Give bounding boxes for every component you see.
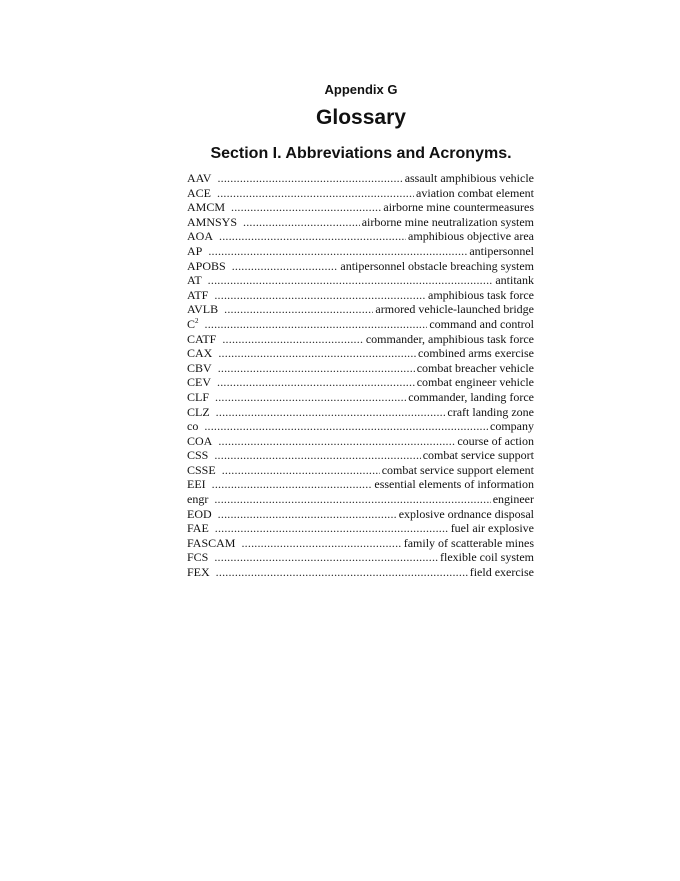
glossary-definition: explosive ordnance disposal xyxy=(398,506,534,521)
glossary-entry xyxy=(187,302,534,317)
glossary-term xyxy=(187,244,202,259)
glossary-entry xyxy=(187,215,534,230)
dot-leader xyxy=(215,390,406,405)
glossary-term xyxy=(187,229,213,244)
glossary-definition: commander, amphibious task force xyxy=(365,331,534,346)
glossary-term-text: CLF xyxy=(187,389,210,404)
glossary-list xyxy=(187,171,534,580)
glossary-term xyxy=(187,375,211,390)
glossary-term xyxy=(187,317,199,332)
glossary-term-text: ATF xyxy=(187,287,209,302)
dot-leader xyxy=(218,346,416,361)
dot-leader xyxy=(222,332,364,347)
glossary-term xyxy=(187,448,208,463)
dot-leader xyxy=(214,448,420,463)
dot-leader xyxy=(204,419,488,434)
glossary-term xyxy=(187,332,216,347)
glossary-definition: company xyxy=(490,419,534,434)
glossary-term xyxy=(187,507,212,522)
glossary-entry xyxy=(187,492,534,507)
glossary-term-text: FASCAM xyxy=(187,535,236,550)
glossary-term-text: CATF xyxy=(187,331,217,346)
glossary-definition: antitank xyxy=(495,273,534,288)
glossary-term-text: CLZ xyxy=(187,404,210,419)
glossary-entry xyxy=(187,273,534,288)
glossary-term-superscript: 2 xyxy=(195,316,199,325)
glossary-entry xyxy=(187,375,534,390)
glossary-entry xyxy=(187,171,534,186)
glossary-definition: antipersonnel obstacle breaching system xyxy=(340,258,534,273)
dot-leader xyxy=(218,361,415,376)
glossary-definition: family of scatterable mines xyxy=(403,535,534,550)
glossary-term-text: EOD xyxy=(187,506,212,521)
glossary-term xyxy=(187,536,235,551)
glossary-entry xyxy=(187,463,534,478)
appendix-label: Appendix G xyxy=(324,82,398,97)
dot-leader xyxy=(214,288,426,303)
glossary-entry xyxy=(187,361,534,376)
dot-leader xyxy=(217,186,414,201)
dot-leader xyxy=(222,463,380,478)
glossary-entry xyxy=(187,507,534,522)
glossary-term xyxy=(187,521,209,536)
glossary-definition: combat engineer vehicle xyxy=(416,375,534,390)
glossary-term xyxy=(187,492,208,507)
glossary-entry xyxy=(187,288,534,303)
dot-leader xyxy=(217,375,415,390)
glossary-definition: antipersonnel xyxy=(469,243,534,258)
glossary-definition: armored vehicle-launched bridge xyxy=(375,302,534,317)
glossary-entry xyxy=(187,448,534,463)
dot-leader xyxy=(216,405,446,420)
glossary-term-text: FEX xyxy=(187,565,210,580)
glossary-entry xyxy=(187,521,534,536)
dot-leader xyxy=(205,317,428,332)
glossary-entry xyxy=(187,229,534,244)
glossary-definition: essential elements of information xyxy=(374,477,534,492)
glossary-term xyxy=(187,302,218,317)
glossary-term xyxy=(187,405,210,420)
glossary-term-text: CEV xyxy=(187,375,211,390)
glossary-entry xyxy=(187,434,534,449)
glossary-entry xyxy=(187,346,534,361)
glossary-term xyxy=(187,419,198,434)
glossary-term xyxy=(187,288,208,303)
glossary-term-text: AAV xyxy=(187,171,212,185)
glossary-term xyxy=(187,565,210,580)
dot-leader xyxy=(232,259,339,274)
glossary-term-text: ACE xyxy=(187,185,211,200)
glossary-entry xyxy=(187,405,534,420)
section-heading: Section I. Abbreviations and Acronyms. xyxy=(210,145,512,162)
dot-leader xyxy=(215,521,449,536)
dot-leader xyxy=(217,171,402,186)
glossary-definition: fuel air explosive xyxy=(450,521,534,536)
glossary-entry xyxy=(187,536,534,551)
glossary-term xyxy=(187,171,211,186)
glossary-definition: amphibious objective area xyxy=(408,229,534,244)
glossary-entry xyxy=(187,332,534,347)
glossary-term xyxy=(187,186,211,201)
dot-leader xyxy=(212,477,373,492)
glossary-term-text: COA xyxy=(187,433,213,448)
glossary-definition: command and control xyxy=(429,316,534,331)
glossary-term xyxy=(187,361,212,376)
glossary-definition: engineer xyxy=(492,492,534,507)
glossary-definition: combat breacher vehicle xyxy=(416,360,534,375)
glossary-term-text: FAE xyxy=(187,521,209,536)
glossary-term xyxy=(187,273,202,288)
glossary-definition: combat service support xyxy=(422,448,534,463)
dot-leader xyxy=(218,507,397,522)
dot-leader xyxy=(243,215,360,230)
glossary-definition: airborne mine countermeasures xyxy=(383,200,534,215)
glossary-definition: course of action xyxy=(457,433,534,448)
glossary-term xyxy=(187,477,206,492)
glossary-entry xyxy=(187,565,534,580)
dot-leader xyxy=(214,492,490,507)
glossary-definition: combat service support element xyxy=(381,462,534,477)
glossary-term xyxy=(187,434,212,449)
glossary-term-text: AMCM xyxy=(187,200,226,215)
glossary-entry xyxy=(187,259,534,274)
glossary-entry xyxy=(187,419,534,434)
glossary-term xyxy=(187,463,216,478)
glossary-definition: field exercise xyxy=(469,565,534,580)
glossary-definition: commander, landing force xyxy=(408,389,534,404)
dot-leader xyxy=(218,434,455,449)
glossary-term-text: CSS xyxy=(187,448,209,463)
dot-leader xyxy=(219,229,406,244)
glossary-entry xyxy=(187,477,534,492)
dot-leader xyxy=(241,536,401,551)
glossary-definition: airborne mine neutralization system xyxy=(361,214,534,229)
glossary-entry xyxy=(187,317,534,332)
glossary-term-text: CSSE xyxy=(187,462,216,477)
glossary-term-text: AMNSYS xyxy=(187,214,238,229)
dot-leader xyxy=(216,565,468,580)
dot-leader xyxy=(231,200,381,215)
glossary-term-text: engr xyxy=(187,492,209,507)
glossary-definition: craft landing zone xyxy=(447,404,534,419)
glossary-term-text: EEI xyxy=(187,477,206,492)
dot-leader xyxy=(208,244,467,259)
glossary-term xyxy=(187,215,237,230)
glossary-definition: assault amphibious vehicle xyxy=(404,171,534,185)
glossary-entry xyxy=(187,550,534,565)
glossary-term xyxy=(187,200,225,215)
glossary-term-text: AVLB xyxy=(187,302,219,317)
glossary-definition: aviation combat element xyxy=(416,185,534,200)
glossary-term xyxy=(187,346,212,361)
glossary-term xyxy=(187,390,209,405)
glossary-entry xyxy=(187,186,534,201)
dot-leader xyxy=(214,550,438,565)
glossary-entry xyxy=(187,244,534,259)
dot-leader xyxy=(224,302,373,317)
glossary-term-text: co xyxy=(187,419,199,434)
glossary-term-text: AOA xyxy=(187,229,213,244)
glossary-term-text: AT xyxy=(187,273,202,288)
page-title: Glossary xyxy=(316,106,406,129)
glossary-definition: flexible coil system xyxy=(440,550,534,565)
glossary-term-text: CBV xyxy=(187,360,212,375)
glossary-term-text: FCS xyxy=(187,550,209,565)
glossary-entry xyxy=(187,200,534,215)
glossary-term xyxy=(187,259,226,274)
dot-leader xyxy=(208,273,494,288)
glossary-term-text: CAX xyxy=(187,346,213,361)
glossary-term-text: AP xyxy=(187,243,203,258)
glossary-term xyxy=(187,550,208,565)
glossary-definition: combined arms exercise xyxy=(418,346,534,361)
glossary-term-text: APOBS xyxy=(187,258,226,273)
glossary-entry xyxy=(187,390,534,405)
glossary-term-text: C xyxy=(187,316,196,331)
glossary-definition: amphibious task force xyxy=(428,287,534,302)
